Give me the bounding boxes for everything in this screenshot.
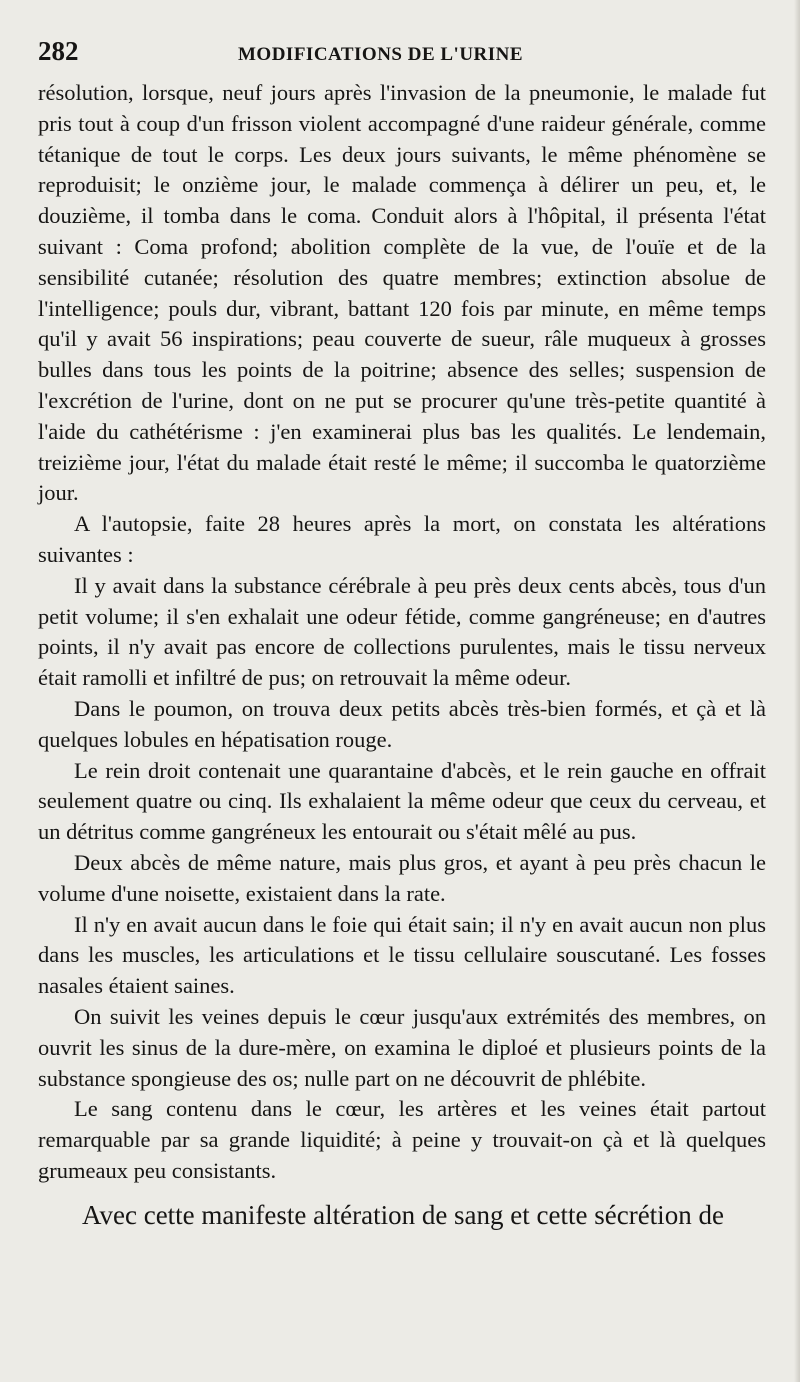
page-number: 282: [38, 36, 79, 66]
page-header: [38, 36, 770, 78]
paragraph: Le sang contenu dans le cœur, les artères et les veines était partout remarquable par sa grande liquidité; à peine y trouvait-on çà et là quelques grumeaux peu consistants.: [38, 1096, 766, 1183]
running-title: MODIFICATIONS DE L'URINE: [238, 44, 524, 65]
page-edge-shadow: [794, 0, 800, 1382]
paragraph: résolution, lorsque, neuf jours après l'invasion de la pneumonie, le malade fut pris tout à coup d'un frisson violent accompagné d'une raideur générale, comme tétanique de tout le corps. Les deux jours suivants, le même phénomène se reproduisit; le onzième jour, le malade commença à délirer un peu, et, le douzième, il tomba dans le coma. Conduit alors à l'hôpital, il présenta l'état suivant : Coma profond; abolition complète de la vue, de l'ouïe et de la sensibilité cutanée; résolution des quatre membres; extinction absolue de l'intelligence; pouls dur, vibrant, battant 120 fois par minute, en même temps qu'il y avait 56 inspirations; peau couverte de sueur, râle muqueux à grosses bulles dans tous les points de la poitrine; absence des selles; suspension de l'excrétion de l'urine, dont on ne put se procurer qu'une très-petite quantité à l'aide du cathétérisme : j'en examinerai plus bas les qualités. Le lendemain, treizième jour, l'état du malade était resté le même; il succomba le quatorzième jour.: [38, 80, 766, 506]
body-text: [38, 78, 766, 1233]
paragraph: Il n'y en avait aucun dans le foie qui était sain; il n'y en avait aucun non plus dans les muscles, les articulations et le tissu cellulaire souscutané. Les fosses nasales étaient saines.: [38, 911, 766, 999]
paragraph: Deux abcès de même nature, mais plus gros, et ayant à peu près chacun le volume d'une noisette, existaient dans la rate.: [38, 849, 766, 906]
paragraph: On suivit les veines depuis le cœur jusqu'aux extrémités des membres, on ouvrit les sinus de la dure-mère, on examina le diploé et plusieurs points de la substance spongieuse des os; nulle part on ne découvrit de phlébite.: [38, 1003, 766, 1091]
paragraph: Le rein droit contenait une quarantaine d'abcès, et le rein gauche en offrait seulement quatre ou cinq. Ils exhalaient la même odeur que ceux du cerveau, et un détritus comme gangréneux les entourait ou s'était mêlé au pus.: [38, 757, 766, 845]
paragraph: Il y avait dans la substance cérébrale à peu près deux cents abcès, tous d'un petit volume; il s'en exhalait une odeur fétide, comme gangréneuse; en d'autres points, il n'y avait pas encore de collections purulentes, mais le tissu nerveux était ramolli et infiltré de pus; on retrouvait la même odeur.: [38, 572, 766, 691]
paragraph: Avec cette manifeste altération de sang et cette sécrétion de: [82, 1199, 724, 1230]
paragraph: Dans le poumon, on trouva deux petits abcès très-bien formés, et çà et là quelques lobules en hépatisation rouge.: [38, 695, 766, 752]
paragraph: A l'autopsie, faite 28 heures après la mort, on constata les altérations suivantes :: [38, 511, 766, 567]
